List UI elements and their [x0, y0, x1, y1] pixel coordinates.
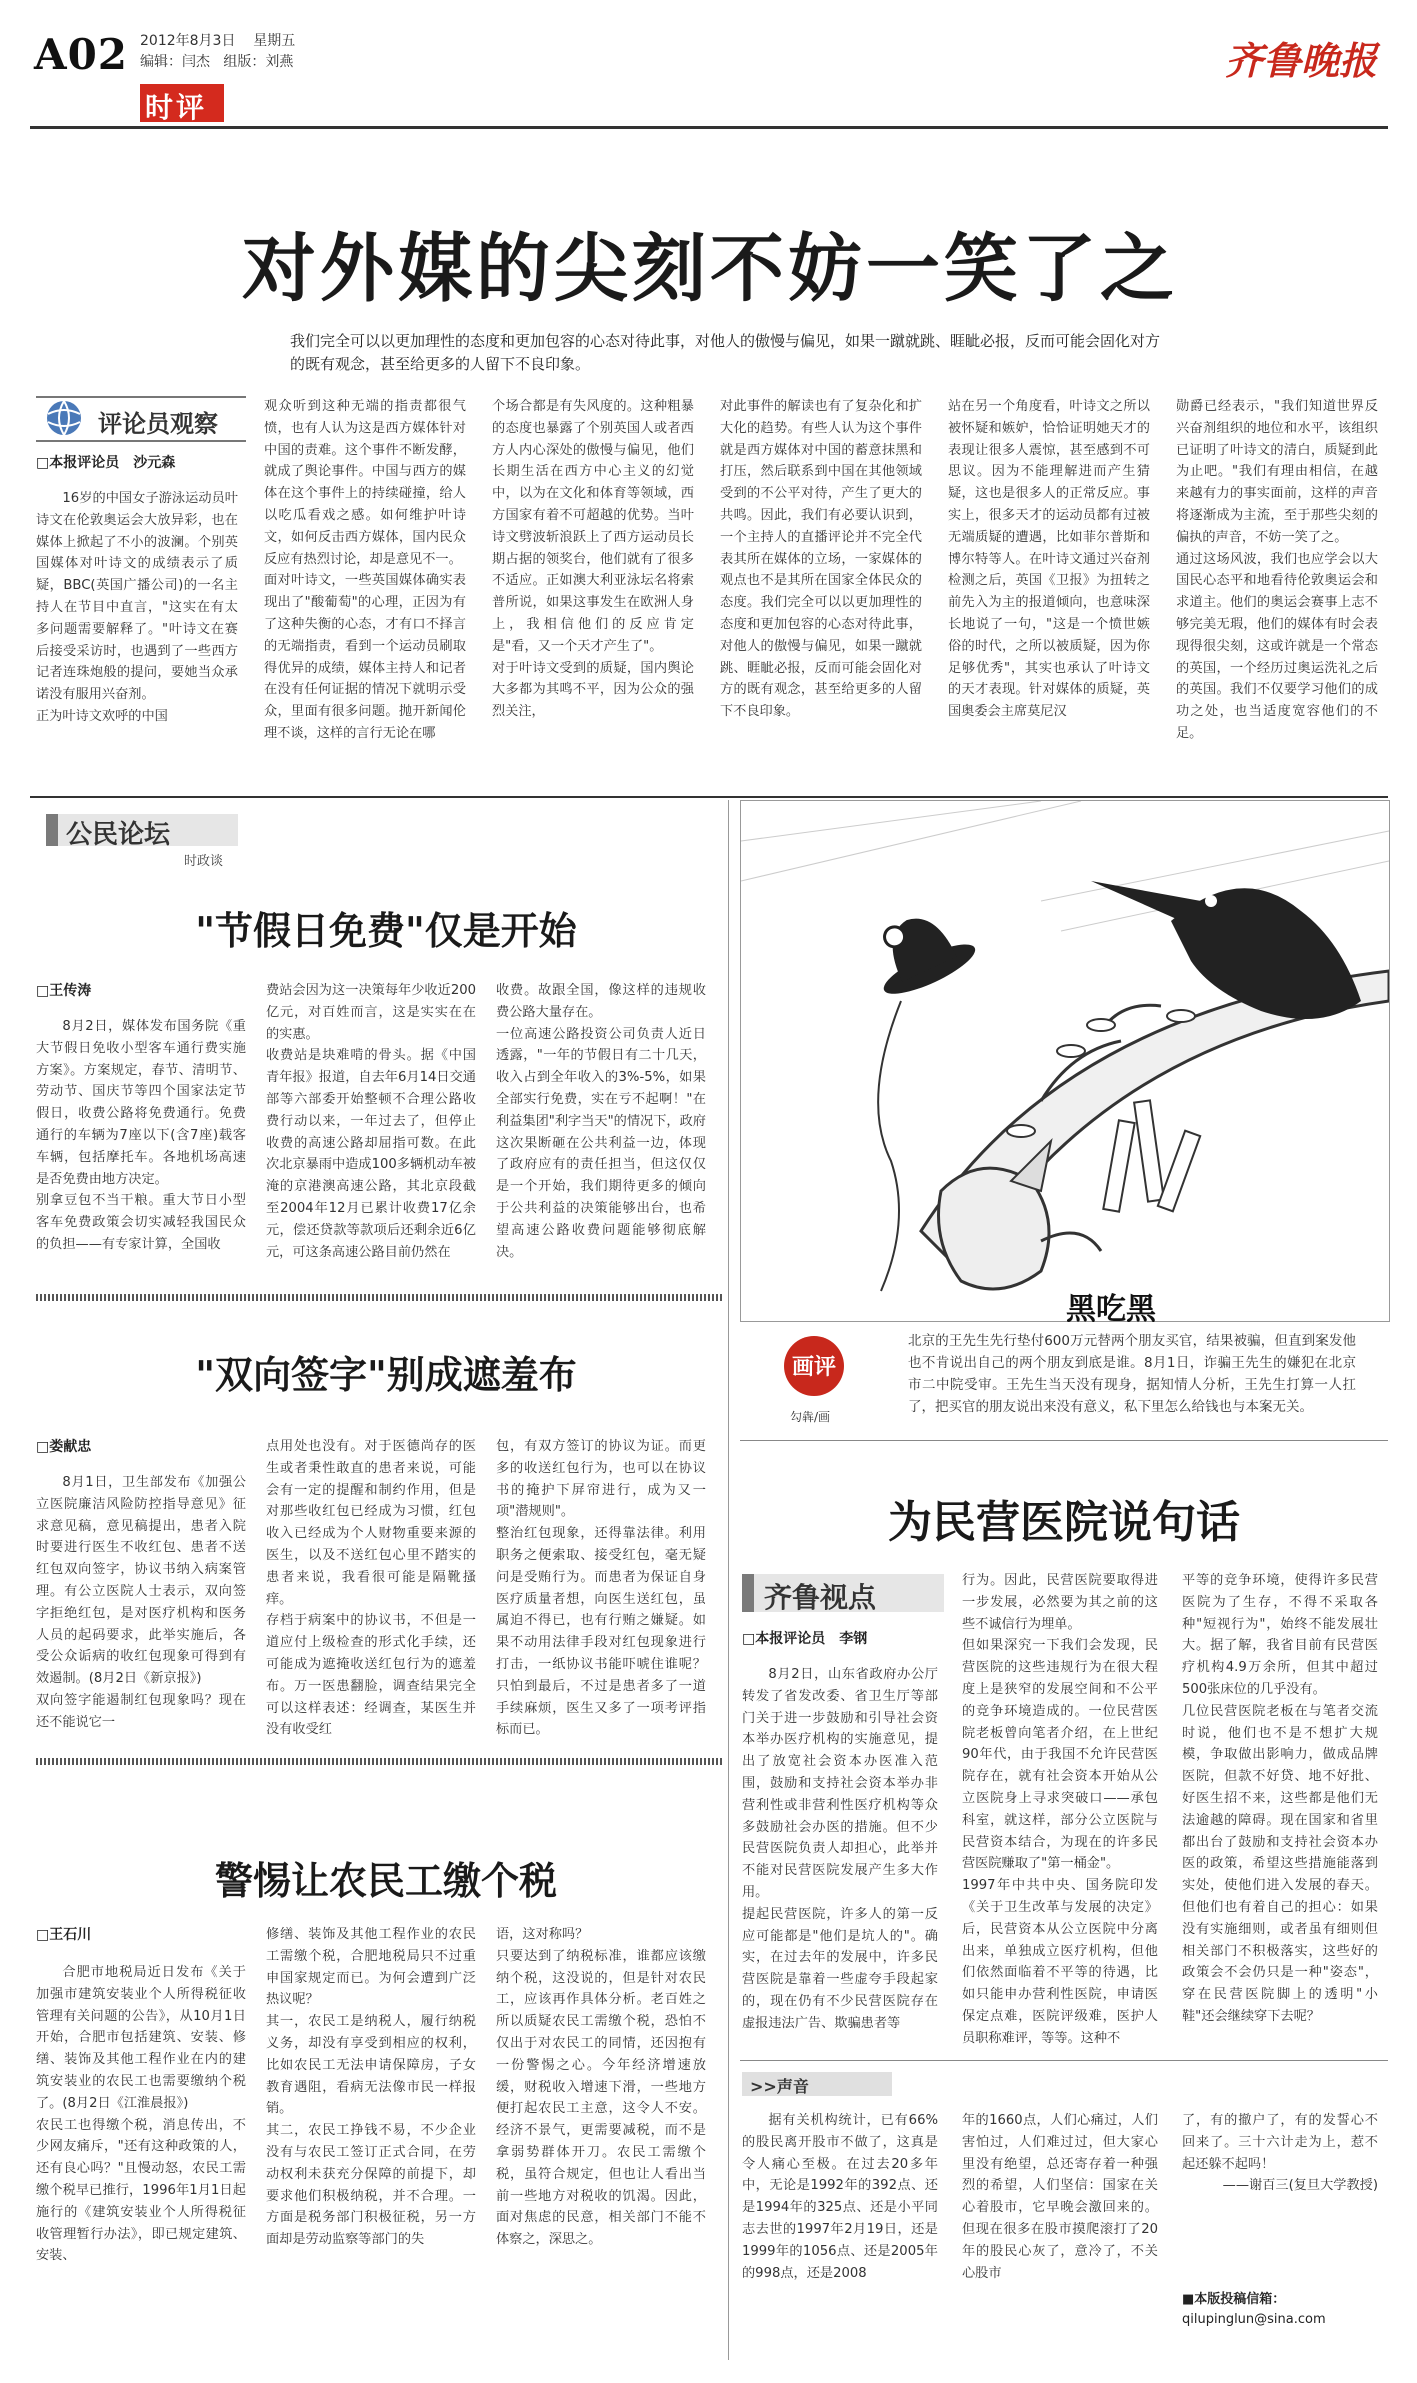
forum-a3-col-3-text: 语，这对称吗？ 只要达到了纳税标准，谁都应该缴纳个税，这没说的，但是针对农民工，应该再作具体分析。老百姓之所以质疑农民工需缴个税，恐怕不仅出于对农民工的同情，还因抱有一份警惕之心。今年经济增速放缓，财税收入增速下滑，一些地方便打起农民工主意，这令人不安。经济不景气，更需要减税，而不是拿弱势群体开刀。农民工需缴个税，虽符合规定，但也让人看出当前一些地方对税收的饥渴。因此，面对焦虑的民意，相关部门不能不体察之，深思之。	[496, 1927, 706, 2248]
main-col-5-text: 站在另一个角度看，叶诗文之所以被怀疑和嫉妒，恰恰证明她天才的表现让很多人震惊，甚至感到不可思议。因为不能理解进而产生猜疑，这也是很多人的正常反应。事实上，很多天才的运动员都有过被无端质疑的遭遇，比如菲尔普斯和博尔特等人。在叶诗文通过兴奋剂检测之后，英国《卫报》为扭转之前先入为主的报道倾向，也意味深长地说了一句，"这是一个愤世嫉俗的时代，之所以被质疑，因为你足够优秀"，其实也承认了叶诗文的天才表现。针对媒体的质疑，英国奥委会主席莫尼汉	[948, 399, 1150, 720]
voice-col-1	[742, 2110, 938, 2354]
hospitals-col-3-text: 平等的竞争环境，使得许多民营医院为了生存，不得不采取各种"短视行为"，始终不能发展壮大。据了解，我省目前有民营医疗机构4.9万余所，但其中超过500张床位的几乎没有。 几位民营医院老板在与笔者交流时说，他们也不是不想扩大规模，争取做出影响力，做成品牌医院，但款不好贷、地不好批、好医生招不来，这些都是他们无法逾越的障碍。现在国家和省里都出台了鼓励和支持社会资本办医的政策，希望这些措施能落到实处，使他们进入发展的春天。但他们也有着自己的担心：如果没有实施细则，或者虽有细则但相关部门不积极落实，这些好的政策会不会仍只是一种"姿态"，穿在民营医院脚上的透明"小鞋"还会继续穿下去呢？	[1182, 1573, 1378, 2024]
forum-a2-col-2-text: 点用处也没有。对于医德尚存的医生或者秉性敢直的患者来说，可能会有一定的提醒和制约作用，但是对那些收红包已经成为习惯，红包收入已经成为个人财物重要来源的医生，以及不送红包心里不踏实的患者来说，我看很可能是隔靴搔痒。 存档于病案中的协议书，不但是一道应付上级检查的形式化手续，还可能成为遮掩收送红包行为的遮羞布。万一医患翻脸，调查结果完全可以这样表述：经调查，某医生并没有收受红	[266, 1439, 476, 1738]
weekday-text: 星期五	[253, 33, 296, 49]
forum-a3-col-1	[36, 1962, 246, 2354]
submit-email[interactable]: qilupinglun@sina.com	[1182, 2312, 1326, 2327]
forum-a1-col-2-text: 费站会因为这一决策每年少收近200亿元，对百姓而言，这是实实在在的实惠。 收费站是块难啃的骨头。据《中国青年报》报道，自去年6月14日交通部等六部委开始整顿不合理公路收费行动以来，一年过去了，但停止收费的高速公路却屈指可数。在此次北京暴雨中造成100多辆机动车被淹的京港澳高速公路，其北京段截至2004年12月已累计收费17亿余元，偿还贷款等款项后还剩余近6亿元，可这条高速公路目前仍然在	[266, 983, 476, 1260]
main-col-2	[264, 396, 466, 790]
hospitals-headline: 为民营医院说句话	[888, 1497, 1240, 1548]
forum-a1-col-2	[266, 980, 476, 1278]
main-col-3	[492, 396, 694, 790]
cartoon-title: 黑吃黑	[1066, 1292, 1156, 1327]
forum-a2-col-3-text: 包，有双方签订的协议为证。而更多的收送红包行为，也可以在协议书的掩护下屏帘进行，成为又一项"潜规则"。 整治红包现象，还得靠法律。利用职务之便索取、接受红包，毫无疑问是受贿行为。而患者为保证自身医疗质量者想，向医生送红包，虽属迫不得已，也有行贿之嫌疑。如果不动用法律手段对红包现象进行打击，一纸协议书能吓唬住谁呢？只怕到最后，不过是患者多了一道手续麻烦，医生又多了一项考评指标而已。	[496, 1439, 706, 1738]
qilu-badge	[742, 1570, 942, 1616]
date-text: 2012年8月3日	[140, 33, 236, 49]
forum-divider-2	[36, 1758, 722, 1765]
cartoon-frame	[740, 800, 1390, 1322]
section-title: 时评	[145, 91, 208, 124]
observer-badge	[36, 396, 246, 442]
forum-a2-byline: □娄献忠	[36, 1439, 92, 1455]
forum-a2-col-1	[36, 1472, 246, 1746]
main-col-4	[720, 396, 922, 790]
cartoon-bottom-rule	[740, 1440, 1388, 1441]
observer-label: 评论员观察	[98, 409, 218, 438]
forum-a1-title: "节假日免费"仅是开始	[195, 908, 577, 953]
main-col-2-text: 观众听到这种无端的指责都很气愤，也有人认为这是西方媒体针对中国的责难。这个事件不断发酵，就成了舆论事件。中国与西方的媒体在这个事件上的持续碰撞，给人以吃瓜看戏之感。如何维护叶诗文，如何反击西方媒体，国内民众反应有热烈讨论，却是意见不一。 面对叶诗文，一些英国媒体确实表现出了"酸葡萄"的心理，正因为有了这种失衡的心态，才有口不择言的无端指责，看到一个运动员刷取得优异的成绩，媒体主持人和记者在没有任何证据的情况下就明示受众，里面有很多问题。抛开新闻伦理不谈，这样的言行无论在哪	[264, 399, 466, 741]
forum-sublabel: 时政谈	[184, 854, 224, 869]
forum-a2-col-3	[496, 1436, 706, 1746]
main-bottom-rule	[30, 796, 1388, 798]
main-col-6	[1176, 396, 1378, 790]
forum-a1-col-1-text: 8月2日，媒体发布国务院《重大节假日免收小型客车通行费实施方案》。方案规定，春节、清明节、劳动节、国庆节等四个国家法定节假日，收费公路将免费通行。免费通行的车辆为7座以下(含7座)载客车辆，包括摩托车。各地机场高速是否免费由地方决定。 别拿豆包不当干粮。重大节日小型客车免费政策会切实减轻我国民众的负担——有专家计算，全国收	[36, 1019, 246, 1252]
forum-a3-col-2-text: 修缮、装饰及其他工程作业的农民工需缴个税，合肥地税局只不过重申国家规定而已。为何会遭到广泛热议呢？ 其一，农民工是纳税人，履行纳税义务，却没有享受到相应的权利，比如农民工无法申请保障房，子女教育遇阻，看病无法像市民一样报销。 其二，农民工挣钱不易，不少企业没有与农民工签订正式合同，在劳动权利未获充分保障的前提下，却要求他们积极纳税，并不合理。一方面是税务部门积极征税，另一方面却是劳动监察等部门的失	[266, 1927, 476, 2248]
main-col-1	[36, 488, 238, 788]
cartoon-illustration	[741, 801, 1389, 1321]
editor-text: 编辑：闫杰	[140, 54, 210, 70]
cartoon-stamp-label: 画评	[792, 1354, 837, 1380]
paper-logo: 齐鲁晚报	[1225, 38, 1378, 83]
hospitals-byline: □本报评论员 李钢	[742, 1631, 868, 1647]
voice-col-1-text: 据有关机构统计，已有66%的股民离开股市不做了，这真是令人痛心至极。在过去20多年中，无论是1992年的392点、还是1994年的325点、还是小平同志去世的1997年2月19日，还是1999年的1056点、还是2005年的998点，还是2008	[742, 2113, 938, 2281]
cartoon-stamp	[784, 1336, 844, 1396]
voice-col-3	[1182, 2110, 1378, 2270]
hospitals-col-1-text: 8月2日，山东省政府办公厅转发了省发改委、省卫生厅等部门关于进一步鼓励和引导社会资本举办医疗机构的实施意见，提出了放宽社会资本办医准入范围，鼓励和支持社会资本举办非营利性或非营利性医疗机构等众多鼓励社会办医的措施。但不少民营医院负责人却担心，此举并不能对民营医院发展产生多大作用。 提起民营医院，许多人的第一反应可能都是"他们是坑人的"。确实，在过去年的发展中，许多民营医院是靠着一些虚夸手段起家的，现在仍有不少民营医院存在虚报违法广告、欺骗患者等	[742, 1667, 938, 2031]
forum-a2-title: "双向签字"别成遮羞布	[195, 1352, 577, 1397]
hospitals-col-3	[1182, 1570, 1378, 2046]
forum-badge	[36, 808, 236, 869]
voice-col-3-text: 了，有的撤户了，有的发誓心不回来了。三十六计走为上，惹不起还躲不起吗！	[1182, 2113, 1378, 2172]
hospitals-bottom-rule	[740, 2060, 1388, 2061]
main-col-6-text: 勋爵已经表示，"我们知道世界反兴奋剂组织的地位和水平，该组织已证明了叶诗文的清白，质疑到此为止吧。"我们有理由相信，在越来越有力的事实面前，这样的声音将逐渐成为主流，至于那些尖刻的偏执的声音，不妨一笑了之。 通过这场风波，我们也应学会以大国民心态平和地看待伦敦奥运会和求道主。他们的奥运会赛事上志不够完美无瑕，他们的媒体有时会表现得很尖刻，这或许就是一个常态的英国，一个经历过奥运洗礼之后的英国。我们不仅要学习他们的成功之处，也当适度宽容他们的不足。	[1176, 399, 1378, 741]
submit-label: ■本版投稿信箱：	[1182, 2292, 1286, 2307]
main-headline: 对外媒的尖刻不妨一笑了之	[242, 226, 1178, 312]
forum-divider-1	[36, 1294, 722, 1301]
voice-label: >>声音	[750, 2077, 809, 2096]
submit-info	[1182, 2290, 1382, 2330]
forum-a1-col-1	[36, 1016, 246, 1278]
forum-a1-col-3-text: 收费。故跟全国，像这样的违规收费公路大量存在。 一位高速公路投资公司负责人近日透露，"一年的节假日有二十几天，收入占到全年收入的3%-5%，如果全部实行免费，实在亏不起啊！"在利益集团"利字当天"的情况下，政府这次果断砸在公共利益一边，体现了政府应有的责任担当，但这仅仅是一个开始，我们期待更多的倾向于公共利益的决策能够出台，也希望高速公路收费问题能够彻底解决。	[496, 983, 706, 1260]
hospitals-col-1	[742, 1664, 938, 2046]
hospitals-col-2-text: 行为。因此，民营医院要取得进一步发展，必然要为其之前的这些不诚信行为埋单。 但如果深究一下我们会发现，民营医院的这些违规行为在很大程度上是狭窄的发展空间和不公平的竞争环境造成的。一位民营医院老板曾向笔者介绍，在上世纪90年代，由于我国不允许民营医院存在，就有社会资本开始从公立医院身上寻求突破口——承包科室，就这样，部分公立医院与民营资本结合，为现在的许多民营医院赚取了"第一桶金"。 1997年中共中央、国务院印发《关于卫生改革与发展的决定》后，民营资本从公立医院中分离出来，单独成立医疗机构，但他们依然面临着不平等的待遇，比如只能申办营利性医院，申请医保定点难，医院评级难，医护人员职称难评，等等。这种不	[962, 1573, 1158, 2046]
voice-col-2	[962, 2110, 1158, 2354]
main-byline: □本报评论员 沙元森	[36, 455, 176, 471]
issue-date	[140, 30, 295, 50]
editor-info	[140, 51, 293, 71]
masthead-rule	[30, 126, 1388, 129]
main-lead: 我们完全可以以更加理性的态度和更加包容的心态对待此事，对他人的傲慢与偏见，如果一蹴就跳、睚眦必报，反而可能会固化对方的既有观念，甚至给更多的人留下不良印象。	[290, 332, 1161, 373]
column-separator	[728, 800, 729, 2360]
voice-attribution: ——谢百三(复旦大学教授)	[1222, 2178, 1378, 2194]
forum-a3-title: 警惕让农民工缴个税	[214, 1858, 557, 1903]
page-number: A02	[34, 30, 129, 79]
main-col-4-text: 对此事件的解读也有了复杂化和扩大化的趋势。有些人认为这个事件就是西方媒体对中国的蓄意抹黑和打压，然后联系到中国在其他领域受到的不公平对待，产生了更大的共鸣。因此，我们有必要认识到，一个主持人的直播评论并不完全代表其所在媒体的立场，一家媒体的观点也不是其所在国家全体民众的态度。我们完全可以以更加理性的态度和更加包容的心态对待此事，对他人的傲慢与偏见，如果一蹴就跳、睚眦必报，反而可能会固化对方的既有观念，甚至给更多的人留下不良印象。	[720, 399, 922, 720]
forum-a3-col-3	[496, 1924, 706, 2354]
forum-a1-byline: □王传涛	[36, 983, 92, 999]
forum-a3-col-2	[266, 1924, 476, 2354]
forum-a2-col-2	[266, 1436, 476, 1746]
main-col-5	[948, 396, 1150, 790]
globe-icon	[40, 398, 92, 438]
cartoon-artist: 勾犇/画	[790, 1410, 831, 1424]
voice-col-2-text: 年的1660点，人们心痛过，人们害怕过，人们难过过，但大家心里没有绝望，总还寄存着一种强烈的希望，人们坚信：国家在关心着股市，它早晚会激回来的。但现在很多在股市摸爬滚打了20年的股民心灰了，意冷了，不关心股市	[962, 2113, 1158, 2281]
forum-a3-col-1-text: 合肥市地税局近日发布《关于加强市建筑安装业个人所得税征收管理有关问题的公告》，从10月1日开始，合肥市包括建筑、安装、修缮、装饰及其他工程作业在内的建筑安装业的农民工也需要缴纳个税了。(8月2日《江淮晨报》) 农民工也得缴个税，消息传出，不少网友痛斥，"还有这种政策的人，还有良心吗？"且慢动怒，农民工需缴个税早已推行，1996年1月1日起施行的《建筑安装业个人所得税征收管理暂行办法》，即已规定建筑、安装、	[36, 1965, 246, 2264]
forum-a3-byline: □王石川	[36, 1927, 92, 1943]
main-col-3-text: 个场合都是有失风度的。这种粗暴的态度也暴露了个别英国人或者西方人内心深处的傲慢与偏见，他们长期生活在西方中心主义的幻觉中，以为在文化和体育等领域，西方国家有着不可超越的优势。当叶诗文劈波斩浪跃上了西方运动员长期占据的领奖台，他们就有了很多不适应。正如澳大利亚泳坛名将索普所说，如果这事发生在欧洲人身上，我相信他们的反应肯定是"看，又一个天才产生了"。 对于叶诗文受到的质疑，国内舆论大多都为其鸣不平，因为公众的强烈关注，	[492, 399, 694, 720]
forum-label: 公民论坛	[66, 820, 171, 850]
voice-badge	[742, 2072, 892, 2096]
cartoon-caption: 北京的王先生先行垫付600万元替两个朋友买官，结果被骗，但直到案发他也不肯说出自己的两个朋友到底是谁。8月1日，诈骗王先生的嫌犯在北京市二中院受审。王先生当天没有现身，据知情人分析，王先生打算一人扛了，把买官的朋友说出来没有意义，私下里怎么给钱也与本案无关。	[908, 1333, 1356, 1415]
qilu-label: 齐鲁视点	[764, 1581, 877, 1614]
forum-a2-col-1-text: 8月1日，卫生部发布《加强公立医院廉洁风险防控指导意见》征求意见稿，意见稿提出，患者入院时要进行医生不收红包、患者不送红包双向签字，协议书纳入病案管理。有公立医院人士表示，双向签字拒绝红包，是对医疗机构和医务人员的起码要求，此举实施后，各受公众诟病的收红包现象可得到有效遏制。(8月2日《新京报》) 双向签字能遏制红包现象吗？现在还不能说它一	[36, 1475, 246, 1730]
hospitals-col-2	[962, 1570, 1158, 2046]
layout-text: 组版：刘燕	[223, 54, 294, 70]
forum-a1-col-3	[496, 980, 706, 1278]
main-col-1-text: 16岁的中国女子游泳运动员叶诗文在伦敦奥运会大放异彩，也在媒体上掀起了不小的波澜。个别英国媒体对叶诗文的成绩表示了质疑，BBC(英国广播公司)的一名主持人在节目中直言，"这实在有太多问题需要解释了。"叶诗文在赛后接受采访时，也遇到了一些西方记者连珠炮般的提问，要她当众承诺没有服用兴奋剂。 正为叶诗文欢呼的中国	[36, 491, 238, 724]
